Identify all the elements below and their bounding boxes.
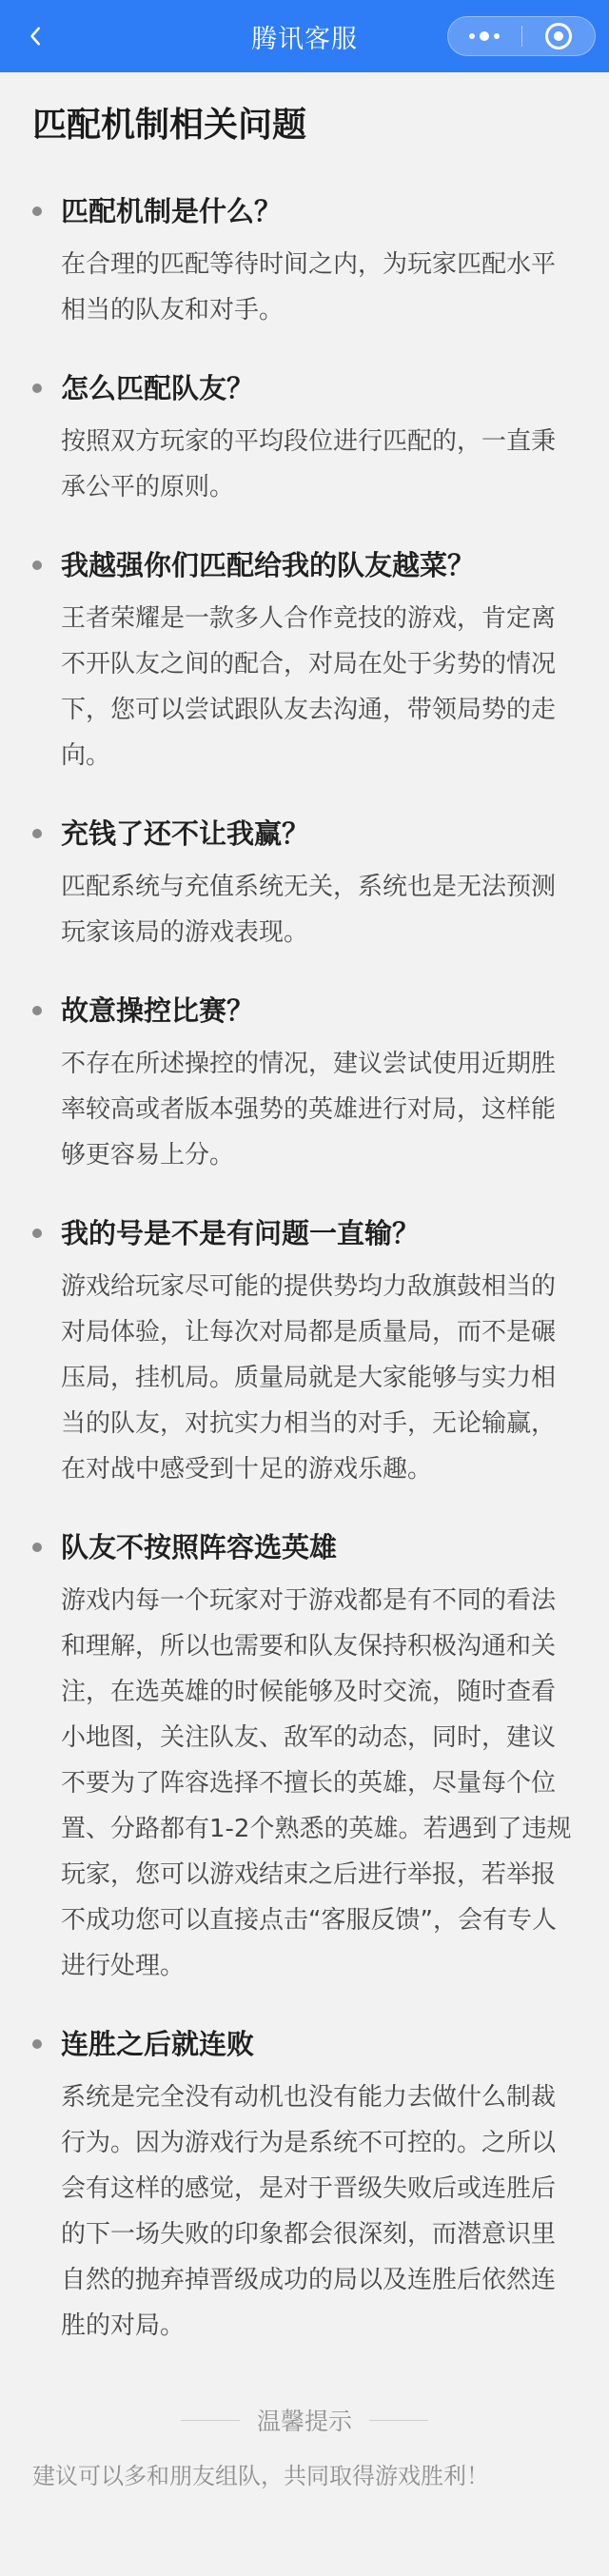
faq-heading: 匹配机制相关问题	[32, 106, 307, 145]
faq-question	[32, 192, 577, 230]
faq-question	[32, 815, 577, 853]
tip-divider	[32, 2394, 577, 2446]
faq-item	[32, 992, 577, 1178]
faq-item	[32, 1528, 577, 1989]
faq-question	[32, 1214, 577, 1252]
faq-question	[32, 1528, 577, 1566]
faq-question-text: 故意操控比赛？	[61, 994, 255, 1027]
bullet-icon	[32, 206, 42, 216]
tips-footer	[0, 2394, 609, 2576]
faq-answer: 游戏内每一个玩家对于游戏都是有不同的看法和理解，所以也需要和队友保持积极沟通和关注，在选英雄的时候能够及时交流，随时查看小地图，关注队友、敌军的动态，同时，建议不要为了阵容选择不擅长的英雄，尽量每个位置、分路都有1-2个熟悉的英雄。若遇到了违规玩家，您可以游戏结束之后进行举报，若举报不成功您可以直接点击“客服反馈”，会有专人进行处理。	[61, 1586, 572, 1980]
faq-answer: 王者荣耀是一款多人合作竞技的游戏，肯定离不开队友之间的配合，对局在处于劣势的情况下，您可以尝试跟队友去沟通，带领局势的走向。	[61, 604, 557, 770]
more-button[interactable]	[448, 17, 521, 55]
circle-close-icon	[545, 23, 572, 49]
chevron-left-icon	[26, 26, 47, 47]
top-navigation-bar	[0, 0, 609, 72]
divider-line	[369, 2420, 428, 2421]
bullet-icon	[32, 383, 42, 393]
mini-program-capsule	[447, 16, 596, 56]
faq-answer: 游戏给玩家尽可能的提供势均力敌旗鼓相当的对局体验，让每次对局都是质量局，而不是碾压局，挂机局。质量局就是大家能够与实力相当的队友，对抗实力相当的对手，无论输赢，在对战中感受到十足的游戏乐趣。	[61, 1272, 557, 1484]
faq-question	[32, 2025, 577, 2063]
faq-answer: 在合理的匹配等待时间之内，为玩家匹配水平相当的队友和对手。	[61, 250, 557, 324]
faq-content	[0, 72, 609, 2394]
faq-item	[32, 1214, 577, 1492]
faq-answer: 不存在所述操控的情况，建议尝试使用近期胜率较高或者版本强势的英雄进行对局，这样能够更容易上分。	[61, 1050, 557, 1170]
faq-question	[32, 992, 577, 1030]
faq-question-text: 怎么匹配队友？	[61, 372, 255, 404]
faq-question-text: 连胜之后就连败	[61, 2028, 255, 2060]
faq-item	[32, 546, 577, 778]
faq-question	[32, 369, 577, 407]
bullet-icon	[32, 1543, 42, 1552]
bullet-icon	[32, 1229, 42, 1238]
faq-answer: 系统是完全没有动机也没有能力去做什么制裁行为。因为游戏行为是系统不可控的。之所以会有这样的感觉，是对于晋级失败后或连胜后的下一场失败的印象都会很深刻，而潜意识里自然的抛弃掉晋级成功的局以及连胜后依然连胜的对局。	[61, 2083, 557, 2340]
close-button[interactable]	[522, 17, 596, 55]
faq-question-text: 我的号是不是有问题一直输？	[61, 1217, 421, 1249]
divider-line	[181, 2420, 240, 2421]
faq-question-text: 匹配机制是什么？	[61, 195, 283, 227]
tip-title: 温馨提示	[256, 2408, 352, 2435]
back-button[interactable]	[17, 17, 55, 55]
tip-text: 建议可以多和朋友组队，共同取得游戏胜利！	[32, 2463, 489, 2489]
faq-answer: 匹配系统与充值系统无关，系统也是无法预测玩家该局的游戏表现。	[61, 873, 557, 947]
bullet-icon	[32, 2039, 42, 2049]
more-dots-icon	[469, 31, 500, 41]
faq-question-text: 我越强你们匹配给我的队友越菜？	[61, 549, 476, 581]
faq-question-text: 队友不按照阵容选英雄	[61, 1531, 338, 1563]
faq-item	[32, 815, 577, 955]
faq-item	[32, 192, 577, 333]
bullet-icon	[32, 1006, 42, 1015]
faq-question	[32, 546, 577, 584]
bullet-icon	[32, 829, 42, 838]
bullet-icon	[32, 560, 42, 570]
faq-answer: 按照双方玩家的平均段位进行匹配的，一直秉承公平的原则。	[61, 427, 557, 501]
faq-item	[32, 2025, 577, 2349]
page-title: 腾讯客服	[251, 24, 358, 54]
faq-question-text: 充钱了还不让我赢？	[61, 817, 310, 850]
faq-item	[32, 369, 577, 510]
